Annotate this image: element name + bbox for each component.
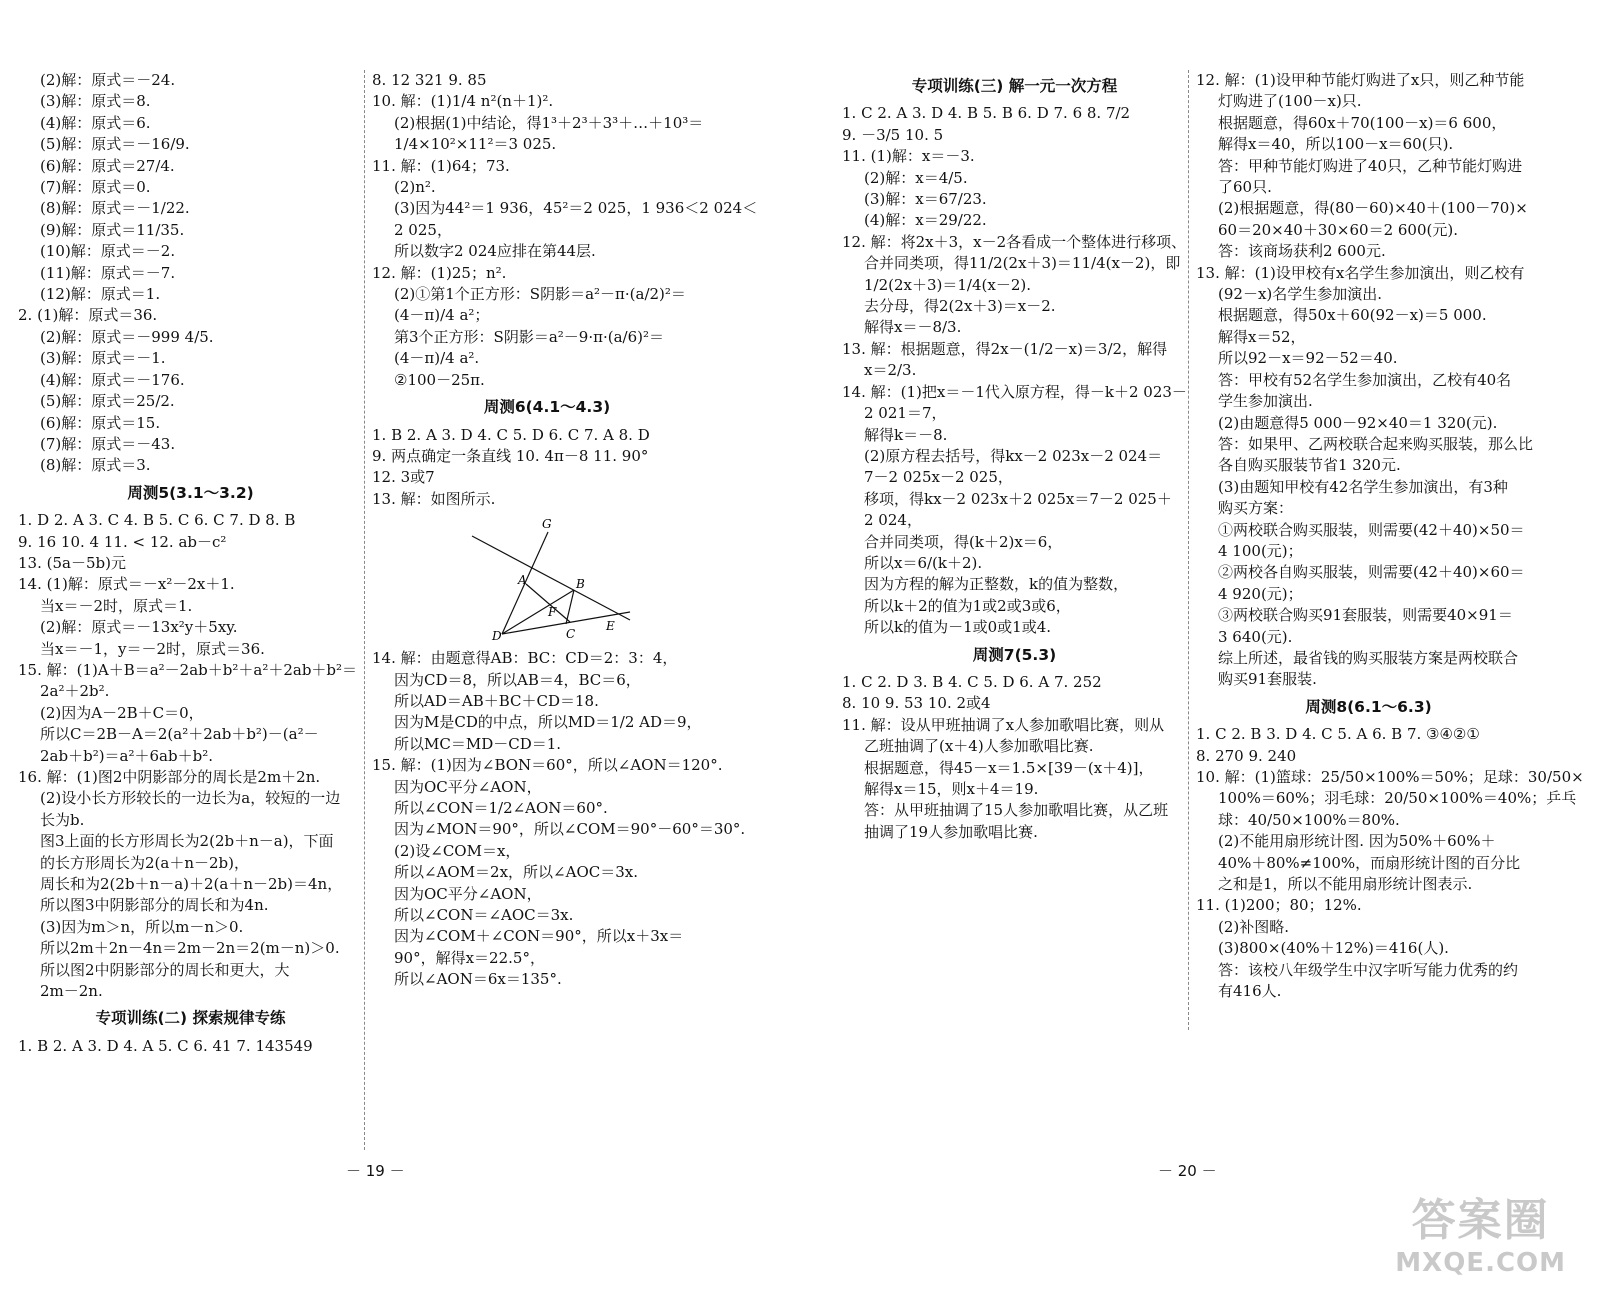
answer-column-1 [18, 70, 363, 1057]
answer-line: (7)解：原式＝－43. [40, 434, 176, 453]
answer-line: 11. 解：(1)64；73. [372, 156, 510, 175]
answer-line: (9)解：原式＝11/35. [40, 220, 185, 239]
fig-label-D: D [492, 629, 502, 643]
answer-line: 了60只. [1218, 178, 1272, 197]
answer-line: 所以k＋2的值为1或2或3或6， [864, 596, 1071, 615]
fig-label-A: A [518, 573, 527, 588]
fig-label-F: F [548, 605, 557, 620]
answer-line: 2 021＝7， [864, 404, 947, 423]
answer-line: 解得k＝－8. [864, 425, 948, 444]
answer-line: (2)原方程去括号，得kx－2 023x－2 024＝ [864, 446, 1163, 465]
answer-line: (8)解：原式＝－1/22. [40, 199, 190, 218]
answer-line: 8. 10 9. 53 10. 2或4 [842, 694, 991, 713]
answer-line: (2)解：原式＝－24. [40, 71, 176, 89]
answer-line: (5)解：原式＝25/2. [40, 392, 175, 411]
answer-line: 各自购买服装节省1 320元. [1218, 456, 1401, 475]
section-heading: 周测8(6.1～6.3) [1305, 697, 1432, 716]
section-heading: 周测6(4.1～4.3) [483, 398, 611, 417]
answer-line: (10)解：原式＝－2. [40, 242, 176, 261]
answer-line: 所以92－x＝92－52＝40. [1218, 349, 1398, 368]
answer-line: (3)解：原式＝－1. [40, 349, 166, 368]
answer-line: 因为方程的解为正整数，k的值为整数， [864, 575, 1129, 594]
answer-line: 1. C 2. D 3. B 4. C 5. D 6. A 7. 252 [842, 672, 1102, 691]
answer-line: (2)解：x＝4/5. [864, 168, 968, 187]
answer-line: 所以x＝6/(k＋2). [864, 553, 983, 572]
column-divider-left [364, 70, 365, 1150]
answer-line: (6)解：原式＝27/4. [40, 156, 175, 175]
answer-line: 3 640(元). [1218, 627, 1293, 646]
answer-line: 60＝20×40＋30×60＝2 600(元). [1218, 220, 1458, 239]
answer-line: 11. (1)200；80；12%. [1196, 896, 1362, 915]
answer-line: (4)解：原式＝－176. [40, 370, 185, 389]
answer-line: 长为b. [40, 810, 85, 829]
answer-line: 2m－2n. [40, 982, 103, 1001]
watermark-url: MXQE.COM [1395, 1248, 1566, 1278]
answer-line: 综上所述，最省钱的购买服装方案是两校联合 [1218, 648, 1519, 667]
answer-line: 15. 解：(1)A＋B＝a²－2ab＋b²＋a²＋2ab＋b²＝ [18, 660, 358, 679]
answer-line: 10. 解：(1)1/4 n²(n＋1)². [372, 92, 554, 111]
answer-line: (2)解：原式＝－13x²y＋5xy. [40, 618, 238, 637]
answer-line: 所以图3中阴影部分的周长和为4n. [40, 896, 269, 915]
answer-line: 40%＋80%≠100%，而扇形统计图的百分比 [1218, 853, 1521, 872]
fig-label-B: B [576, 577, 585, 592]
answer-line: (3)解：x＝67/23. [864, 190, 987, 209]
answer-line: ②两校各自购买服装，则需要(42＋40)×60＝ [1218, 563, 1525, 582]
answer-line: (3)因为44²＝1 936，45²＝2 025，1 936＜2 024＜ [394, 199, 758, 218]
section-heading: 专项训练(二) 探索规律专练 [95, 1009, 286, 1028]
answer-line: (4－π)/4 a²； [394, 306, 490, 325]
answer-line: 因为∠COM＋∠CON＝90°，所以x＋3x＝ [394, 927, 684, 946]
answer-line: 16. 解：(1)图2中阴影部分的周长是2m＋2n. [18, 768, 321, 786]
answer-line: (2)设∠COM＝x， [394, 841, 521, 860]
answer-line: (2)补图略. [1218, 917, 1290, 936]
answer-line: (3)800×(40%＋12%)＝416(人). [1218, 939, 1449, 958]
answer-line: 8. 12 321 9. 85 [372, 71, 487, 89]
fig-label-E: E [606, 619, 615, 634]
answer-line: (4)解：原式＝6. [40, 113, 151, 132]
section-heading: 专项训练(三) 解一元一次方程 [911, 77, 1118, 95]
answer-line: 12. 解：将2x＋3，x－2各看成一个整体进行移项、 [842, 232, 1187, 251]
answer-line: (12)解：原式＝1. [40, 285, 161, 304]
page-number-right: － 20 － [1158, 1162, 1217, 1180]
answer-line: 13. 解：(1)设甲校有x名学生参加演出，则乙校有 [1196, 263, 1525, 282]
answer-line: (3)由题知甲校有42名学生参加演出，有3种 [1218, 477, 1508, 496]
column-divider-right [1188, 70, 1189, 1030]
answer-line: 12. 解：(1)25；n². [372, 263, 507, 282]
answer-line: 因为OC平分∠AON， [394, 884, 542, 903]
answer-line: (3)因为m＞n，所以m－n＞0. [40, 917, 244, 936]
answer-line: 因为OC平分∠AON， [394, 777, 542, 796]
answer-line: 100%＝60%；羽毛球：20/50×100%＝40%；乒乓 [1218, 789, 1577, 808]
answer-line: 有416人. [1218, 982, 1282, 1001]
answer-line: ①两校联合购买服装，则需要(42＋40)×50＝ [1218, 520, 1525, 539]
answer-line: (2)由题意得5 000－92×40＝1 320(元). [1218, 413, 1498, 432]
answer-line: (6)解：原式＝15. [40, 413, 161, 432]
answer-line: 10. 解：(1)篮球：25/50×100%＝50%；足球：30/50× [1196, 768, 1584, 786]
answer-line: (4)解：x＝29/22. [864, 211, 987, 230]
answer-line: (92－x)名学生参加演出. [1218, 285, 1383, 304]
answer-line: 合并同类项，得11/2(2x＋3)＝11/4(x－2)，即 [864, 254, 1181, 273]
answer-line: 所以k的值为－1或0或1或4. [864, 618, 1052, 637]
answer-line: (7)解：原式＝0. [40, 178, 151, 197]
answer-line: 1. C 2. B 3. D 4. C 5. A 6. B 7. ③④②① [1196, 725, 1480, 744]
answer-line: (2)不能用扇形统计图. 因为50%＋60%＋ [1218, 832, 1496, 851]
answer-line: 4 920(元)； [1218, 584, 1303, 603]
answer-line: 9. 16 10. 4 11. < 12. ab－c² [18, 532, 227, 551]
answer-line: 2 025， [394, 220, 452, 239]
answer-line: 14. 解：由题意得AB：BC：CD＝2：3：4， [372, 649, 678, 668]
answer-line: (4－π)/4 a². [394, 349, 480, 368]
answer-line: 所以C＝2B－A＝2(a²＋2ab＋b²)－(a²－ [40, 725, 319, 744]
answer-line: 1. D 2. A 3. C 4. B 5. C 6. C 7. D 8. B [18, 511, 296, 530]
answer-line: 解得x＝15，则x＋4＝19. [864, 780, 1039, 798]
answer-line: 答：从甲班抽调了15人参加歌唱比赛，从乙班 [864, 801, 1169, 820]
section-heading: 周测7(5.3) [972, 645, 1057, 664]
answer-line: 球：40/50×100%＝80%. [1218, 810, 1400, 829]
answer-line: 所以∠AOM＝2x，所以∠AOC＝3x. [394, 863, 639, 882]
answer-line: (2)因为A－2B＋C＝0， [40, 703, 204, 722]
answer-line: 乙班抽调了(x＋4)人参加歌唱比赛. [864, 737, 1094, 756]
answer-line: (11)解：原式＝－7. [40, 263, 176, 282]
segment-BC [566, 590, 574, 624]
answer-line: 所以图2中阴影部分的周长和更大，大 [40, 960, 290, 979]
answer-line: 所以2m＋2n－4n＝2m－2n＝2(m－n)＞0. [40, 939, 340, 958]
answer-line: 因为CD＝8，所以AB＝4，BC＝6， [394, 670, 641, 689]
answer-line: 11. 解：设从甲班抽调了x人参加歌唱比赛，则从 [842, 715, 1165, 734]
answer-line: ③两校联合购买91套服装，则需要40×91＝ [1218, 606, 1513, 625]
answer-line: 购买91套服装. [1218, 670, 1317, 689]
answer-line: 答：甲校有52名学生参加演出，乙校有40名 [1218, 370, 1512, 389]
answer-line: 所以AD＝AB＋BC＋CD＝18. [394, 691, 599, 710]
answer-line: 的长方形周长为2(a＋n－2b)， [40, 853, 249, 872]
answer-line: 解得x＝－8/3. [864, 318, 962, 337]
page-number-left: － 19 － [346, 1162, 405, 1180]
answer-line: 1. B 2. A 3. D 4. C 5. D 6. C 7. A 8. D [372, 425, 650, 444]
watermark-logo: 答案圈 [1411, 1195, 1550, 1246]
answer-line: 当x＝－1，y＝－2时，原式＝36. [40, 639, 265, 658]
answer-line: 1/2(2x＋3)＝1/4(x－2). [864, 275, 1032, 294]
answer-line: 第3个正方形：S阴影＝a²－9·π·(a/6)²＝ [394, 327, 664, 346]
answer-line: 所以∠CON＝∠AOC＝3x. [394, 906, 574, 924]
answer-line: (2)根据(1)中结论，得1³＋2³＋3³＋…＋10³＝ [394, 113, 704, 132]
answer-line: 所以MC＝MD－CD＝1. [394, 734, 562, 753]
answer-line: 2. (1)解：原式＝36. [18, 306, 158, 325]
answer-line: 之和是1，所以不能用扇形统计图表示. [1218, 875, 1473, 894]
answer-line: (8)解：原式＝3. [40, 456, 151, 475]
answer-line: 答：甲种节能灯购进了40只，乙种节能灯购进 [1218, 156, 1523, 175]
answer-line: (2)①第1个正方形：S阴影＝a²－π·(a/2)²＝ [394, 285, 686, 304]
fig-label-G: G [542, 517, 552, 532]
answer-line: (2)n². [394, 178, 436, 197]
watermark [1395, 1184, 1566, 1278]
answer-line: 14. 解：(1)把x＝－1代入原方程，得－k＋2 023－ [842, 382, 1187, 401]
answer-line: 去分母，得2(2x＋3)＝x－2. [864, 297, 1056, 316]
answer-line: 9. 两点确定一条直线 10. 4π－8 11. 90° [372, 446, 649, 465]
section-heading: 周测5(3.1～3.2) [127, 483, 254, 502]
answer-line: 14. (1)解：原式＝－x²－2x＋1. [18, 575, 235, 594]
answer-line: (2)设小长方形较长的一边长为a，较短的一边 [40, 789, 341, 808]
answer-line: 答：该商场获利2 600元. [1218, 242, 1386, 261]
answer-line: 解得x＝40，所以100－x＝60(只). [1218, 135, 1454, 154]
answer-line: 合并同类项，得(k＋2)x＝6， [864, 532, 1063, 551]
answer-line: 1. C 2. A 3. D 4. B 5. B 6. D 7. 6 8. 7/2 [842, 104, 1131, 123]
answer-line: 4 100(元)； [1218, 541, 1303, 560]
column-2-top [372, 70, 758, 510]
answer-line: 抽调了19人参加歌唱比赛. [864, 822, 1038, 841]
answer-line: 所以数字2 024应排在第44层. [394, 242, 596, 261]
answer-column-4 [1196, 70, 1584, 1002]
fig-label-C: C [566, 627, 576, 642]
answer-line: 所以∠CON＝1/2∠AON＝60°. [394, 798, 608, 817]
answer-line: 所以∠AON＝6x＝135°. [394, 970, 562, 989]
answer-line: x＝2/3. [864, 361, 917, 380]
answer-line: 12. 解：(1)设甲种节能灯购进了x只，则乙种节能 [1196, 71, 1525, 89]
answer-line: 8. 270 9. 240 [1196, 746, 1297, 765]
answer-line: 当x＝－2时，原式＝1. [40, 596, 193, 615]
answer-line: 因为∠MON＝90°，所以∠COM＝90°－60°＝30°. [394, 820, 746, 839]
answer-line: 2ab＋b²)＝a²＋6ab＋b². [40, 746, 213, 765]
answer-line: 根据题意，得50x＋60(92－x)＝5 000. [1218, 306, 1487, 325]
answer-line: 因为M是CD的中点，所以MD＝1/2 AD＝9， [394, 713, 702, 732]
geometry-figure [462, 514, 632, 642]
answer-line: (2)解：原式＝－999 4/5. [40, 327, 214, 346]
answer-line: 2 024， [864, 511, 922, 530]
answer-line: 12. 3或7 [372, 468, 435, 487]
answer-column-2 [372, 70, 758, 991]
answer-line: 灯购进了(100－x)只. [1218, 92, 1362, 111]
answer-line: ②100－25π. [394, 370, 485, 389]
answer-line: 13. 解：如图所示. [372, 489, 496, 508]
answer-line: 根据题意，得45－x＝1.5×[39－(x＋4)]， [864, 758, 1154, 777]
answer-line: (2)根据题意，得(80－60)×40＋(100－70)× [1218, 199, 1528, 218]
answer-line: 15. 解：(1)因为∠BON＝60°，所以∠AON＝120°. [372, 756, 723, 775]
answer-line: 学生参加演出. [1218, 392, 1313, 411]
answer-line: (5)解：原式＝－16/9. [40, 135, 190, 154]
answer-line: 移项，得kx－2 023x＋2 025x＝7－2 025＋ [864, 489, 1172, 508]
answer-line: 根据题意，得60x＋70(100－x)＝6 600， [1218, 113, 1507, 132]
answer-line: 2a²＋2b². [40, 682, 110, 701]
answer-column-3 [842, 70, 1187, 843]
answer-line: (3)解：原式＝8. [40, 92, 151, 111]
answer-line: 90°，解得x＝22.5°， [394, 948, 545, 967]
answer-line: 答：如果甲、乙两校联合起来购买服装，那么比 [1218, 434, 1534, 453]
answer-line: 7－2 025x－2 025， [864, 468, 1013, 487]
answer-line: 答：该校八年级学生中汉字听写能力优秀的约 [1218, 960, 1519, 979]
answer-line: 图3上面的长方形周长为2(2b＋n－a)，下面 [40, 832, 334, 851]
answer-line: 13. (5a－5b)元 [18, 553, 126, 572]
answer-line: 1. B 2. A 3. D 4. A 5. C 6. 41 7. 143549 [18, 1036, 313, 1055]
answer-line: 11. (1)解：x＝－3. [842, 147, 975, 166]
answer-line: 13. 解：根据题意，得2x－(1/2－x)＝3/2，解得 [842, 339, 1168, 358]
answer-line: 周长和为2(2b＋n－a)＋2(a＋n－2b)＝4n， [40, 875, 343, 894]
answer-line: 9. －3/5 10. 5 [842, 125, 944, 144]
column-2-bottom [372, 648, 746, 991]
answer-line: 1/4×10²×11²＝3 025. [394, 135, 557, 154]
answer-line: 解得x＝52， [1218, 327, 1306, 346]
answer-line: 购买方案： [1218, 499, 1294, 518]
